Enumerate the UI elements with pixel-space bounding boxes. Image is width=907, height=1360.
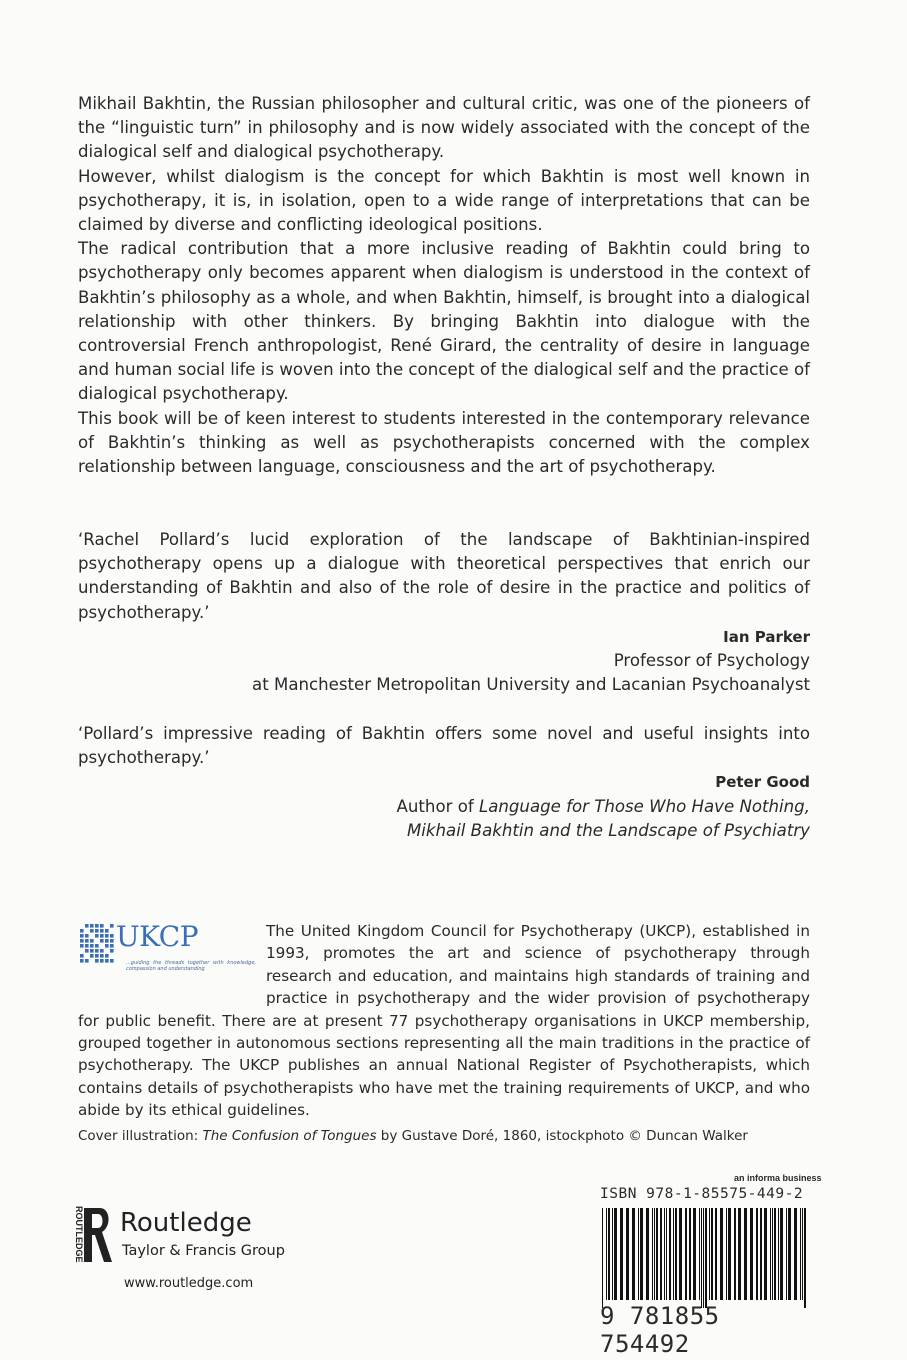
cover-credit-prefix: Cover illustration:	[78, 1128, 203, 1144]
description-paragraph: This book will be of keen interest to students interested in the contemporary relevance of Bakhtin’s thinking as well as psychotherapists concerned with the complex relationship between language, consciousness and the art of psychotherapy.	[78, 408, 810, 477]
endorsement-attribution	[78, 625, 810, 698]
isbn-label: ISBN 978-1-85575-449-2	[600, 1186, 804, 1202]
endorsement-quote: ‘Pollard’s impressive reading of Bakhtin offers some novel and useful insights into psychotherapy.’	[78, 724, 810, 768]
ukcp-section	[78, 920, 810, 1122]
description-paragraph: However, whilst dialogism is the concept for which Bakhtin is most well known in psychotherapy, it is, in isolation, open to a wide range of interpretations that can be claimed by diverse and conflicting ideological positions.	[78, 166, 810, 235]
endorsement-good	[78, 722, 810, 843]
routledge-vertical-label: ROUTLEDGE	[74, 1206, 84, 1263]
endorser-title	[78, 795, 810, 819]
endorser-title: Professor of Psychology	[613, 651, 810, 671]
endorser-name: Ian Parker	[723, 627, 810, 646]
description-paragraph: The radical contribution that a more inclusive reading of Bakhtin could bring to psychotherapy only becomes apparent when dialogism is understood in the context of Bakhtin’s philosophy as a whole, and when Bakhtin, himself, is brought into a dialogical relationship with other thinkers. By bringing Bakhtin into dialogue with the controversial French anthropologist, René Girard, the centrality of desire in language and human social life is woven into the concept of the dialogical self and the practice of dialogical psychotherapy.	[78, 239, 810, 404]
description	[78, 92, 810, 479]
ukcp-description: The United Kingdom Council for Psychotherapy (UKCP), established in 1993, promotes the art and science of psychotherapy through research and education, and maintains high standards of training and practice in psychotherapy and the wider provision of psychotherapy for public benefit. There are at present 77 psychotherapy organisations in UKCP membership, grouped together in autonomous sections representing all the main traditions in the practice of psychotherapy. The UKCP publishes an annual National Register of Psychotherapists, which contains details of psychotherapists who have met the training requirements of UKCP, and who abide by its ethical guidelines.	[78, 922, 810, 1120]
ukcp-logo-text: UKCP	[116, 920, 199, 953]
publisher-url[interactable]: www.routledge.com	[124, 1276, 254, 1291]
endorsement-attribution	[78, 770, 810, 843]
barcode-digits: 9 781855 754492	[600, 1302, 720, 1358]
ukcp-logo	[78, 920, 254, 986]
cover-art-title: The Confusion of Tongues	[202, 1128, 377, 1144]
cover-credit	[78, 1127, 810, 1145]
barcode	[600, 1208, 810, 1308]
endorser-name: Peter Good	[715, 773, 810, 792]
ukcp-tagline: ...guiding the threads together with knowledge, compassion and understanding	[126, 960, 256, 972]
endorsement-parker	[78, 528, 810, 697]
description-paragraph: Mikhail Bakhtin, the Russian philosopher and cultural critic, was one of the pioneers of the “linguistic turn” in philosophy and is now widely associated with the concept of the dialogical self and dialogical psychotherapy.	[78, 94, 810, 162]
publisher-name: Routledge	[120, 1208, 252, 1238]
author-of-prefix: Author of	[396, 796, 479, 816]
endorser-book-title	[78, 819, 810, 843]
informa-tagline: an informa business	[734, 1173, 822, 1183]
routledge-logo	[66, 1200, 296, 1300]
book-title: Language for Those Who Have Nothing,	[478, 796, 810, 816]
endorser-affiliation: at Manchester Metropolitan University and Lacanian Psychoanalyst	[252, 675, 810, 695]
cover-credit-suffix: by Gustave Doré, 1860, istockphoto © Duncan Walker	[376, 1128, 748, 1144]
publisher-group: Taylor & Francis Group	[122, 1243, 285, 1259]
routledge-r-icon	[66, 1204, 116, 1278]
endorsement-quote: ‘Rachel Pollard’s lucid exploration of the landscape of Bakhtinian-inspired psychotherapy opens up a dialogue with theoretical perspectives that enrich our understanding of Bakhtin and also of the role of desire in the practice and politics of psychotherapy.’	[78, 530, 810, 622]
book-title: Mikhail Bakhtin and the Landscape of Psychiatry	[406, 820, 810, 840]
